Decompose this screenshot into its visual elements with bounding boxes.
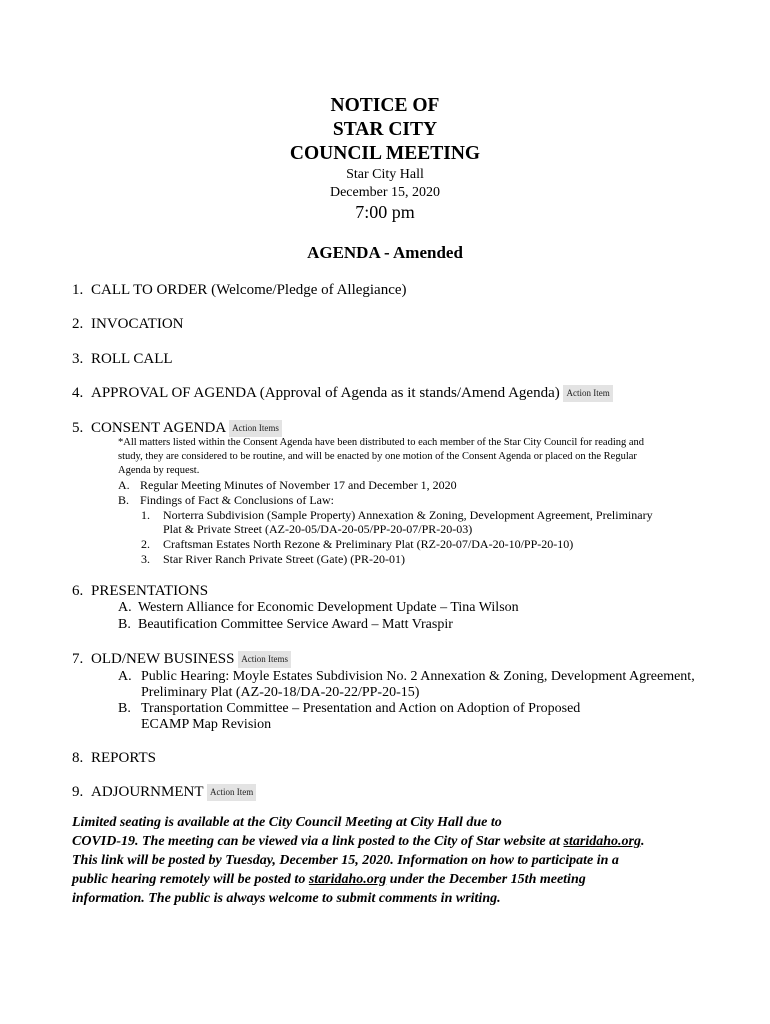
consent-subitem-b2 bbox=[141, 537, 573, 552]
item-text: ROLL CALL bbox=[91, 351, 173, 367]
consent-subitem-b1-cont: Plat & Private Street (AZ-20-05/DA-20-05/PP-20-07/PR-20-03) bbox=[163, 522, 473, 536]
agenda-item-7 bbox=[72, 650, 291, 668]
item-text: CONSENT AGENDA bbox=[91, 420, 226, 436]
notice-text: . bbox=[640, 834, 645, 849]
subitem-text: Transportation Committee – Presentation and Action on Adoption of Proposed bbox=[141, 701, 581, 716]
consent-subitem-b bbox=[118, 493, 334, 508]
title-line-2: STAR CITY bbox=[332, 119, 438, 140]
meeting-time: 7:00 pm bbox=[355, 202, 415, 222]
title-line-1: NOTICE OF bbox=[330, 95, 440, 116]
item-number: 4. bbox=[72, 385, 84, 401]
subitem-label: 2. bbox=[141, 537, 150, 551]
staridaho-link[interactable]: staridaho.org bbox=[563, 834, 641, 849]
agenda-item-9 bbox=[72, 783, 256, 801]
consent-note-line-1: *All matters listed within the Consent Agenda have been distributed to each member of the Star City Council for reading and bbox=[118, 437, 645, 448]
notice-line-5 bbox=[72, 889, 712, 908]
agenda-title: AGENDA - Amended bbox=[307, 243, 463, 262]
action-item-badge: Action Item bbox=[563, 385, 612, 402]
item-number: 9. bbox=[72, 784, 84, 800]
consent-subitem-b3 bbox=[141, 552, 405, 567]
notice-line-2 bbox=[72, 832, 712, 851]
item-text: APPROVAL OF AGENDA (Approval of Agenda as it stands/Amend Agenda) bbox=[91, 385, 560, 401]
subitem-text: Regular Meeting Minutes of November 17 and December 1, 2020 bbox=[140, 478, 457, 492]
agenda-item-5 bbox=[72, 419, 282, 437]
covid-notice bbox=[72, 813, 712, 908]
business-b bbox=[118, 700, 580, 717]
action-items-badge: Action Items bbox=[238, 651, 291, 668]
item-number: 7. bbox=[72, 651, 84, 667]
agenda-item-8 bbox=[72, 749, 156, 767]
notice-text: COVID-19. The meeting can be viewed via a link posted to the City of Star website at bbox=[72, 834, 564, 849]
subitem-label: A. bbox=[118, 600, 132, 615]
notice-text: information. The public is always welcome to submit comments in writing. bbox=[72, 891, 501, 906]
meeting-date: December 15, 2020 bbox=[329, 185, 441, 200]
item-number: 2. bbox=[72, 316, 84, 332]
presentation-b bbox=[118, 616, 453, 633]
action-items-badge: Action Items bbox=[229, 420, 282, 437]
agenda-item-6 bbox=[72, 582, 208, 600]
business-a bbox=[118, 668, 695, 685]
presentation-a bbox=[118, 599, 519, 616]
item-number: 8. bbox=[72, 750, 84, 766]
item-number: 6. bbox=[72, 583, 84, 599]
consent-note-line-3: Agenda by request. bbox=[118, 465, 200, 476]
notice-text: under the December 15th meeting bbox=[386, 872, 586, 887]
agenda-item-1 bbox=[72, 281, 407, 299]
consent-subitem-b1 bbox=[141, 508, 653, 523]
agenda-item-2 bbox=[72, 315, 184, 333]
meeting-location: Star City Hall bbox=[346, 167, 424, 182]
agenda-item-4 bbox=[72, 384, 613, 402]
subitem-text: Craftsman Estates North Rezone & Preliminary Plat (RZ-20-07/DA-20-10/PP-20-10) bbox=[163, 537, 574, 551]
item-text: INVOCATION bbox=[91, 316, 184, 332]
subitem-label: A. bbox=[118, 478, 130, 492]
notice-text: public hearing remotely will be posted to bbox=[72, 872, 309, 887]
item-number: 3. bbox=[72, 351, 84, 367]
subitem-text: Findings of Fact & Conclusions of Law: bbox=[140, 493, 334, 507]
title-line-3: COUNCIL MEETING bbox=[289, 143, 481, 164]
consent-subitem-a bbox=[118, 478, 457, 493]
subitem-label: 3. bbox=[141, 552, 150, 566]
subitem-label: B. bbox=[118, 493, 130, 507]
staridaho-link[interactable]: staridaho.org bbox=[308, 872, 387, 887]
notice-line-1 bbox=[72, 813, 712, 832]
notice-line-3 bbox=[72, 851, 712, 870]
subitem-label: 1. bbox=[141, 508, 150, 522]
action-item-badge: Action Item bbox=[207, 784, 256, 801]
agenda-item-3 bbox=[72, 350, 173, 368]
subitem-text: Public Hearing: Moyle Estates Subdivision No. 2 Annexation & Zoning, Development Agreement, bbox=[141, 669, 695, 684]
notice-text: This link will be posted by Tuesday, December 15, 2020. Information on how to participate in a bbox=[72, 853, 619, 868]
item-text: ADJOURNMENT bbox=[91, 784, 204, 800]
business-a-cont: Preliminary Plat (AZ-20-18/DA-20-22/PP-20-15) bbox=[141, 685, 420, 700]
item-number: 5. bbox=[72, 420, 84, 436]
subitem-label: A. bbox=[118, 669, 132, 684]
notice-text: Limited seating is available at the City Council Meeting at City Hall due to bbox=[72, 815, 502, 830]
consent-note-line-2: study, they are considered to be routine, and will be enacted by one motion of the Consent Agenda or placed on the Regular bbox=[118, 451, 637, 462]
item-text: PRESENTATIONS bbox=[91, 583, 209, 599]
notice-line-4 bbox=[72, 870, 712, 889]
subitem-label: B. bbox=[118, 617, 131, 632]
item-text: OLD/NEW BUSINESS bbox=[91, 651, 235, 667]
business-b-cont: ECAMP Map Revision bbox=[141, 717, 272, 732]
item-number: 1. bbox=[72, 282, 84, 298]
subitem-text: Western Alliance for Economic Development Update – Tina Wilson bbox=[138, 600, 519, 615]
item-text: CALL TO ORDER (Welcome/Pledge of Allegiance) bbox=[91, 282, 407, 298]
subitem-text: Star River Ranch Private Street (Gate) (PR-20-01) bbox=[163, 552, 405, 566]
subitem-text: Norterra Subdivision (Sample Property) Annexation & Zoning, Development Agreement, Preliminary bbox=[163, 508, 653, 522]
subitem-label: B. bbox=[118, 701, 131, 716]
item-text: REPORTS bbox=[91, 750, 156, 766]
subitem-text: Beautification Committee Service Award – Matt Vraspir bbox=[138, 617, 453, 632]
